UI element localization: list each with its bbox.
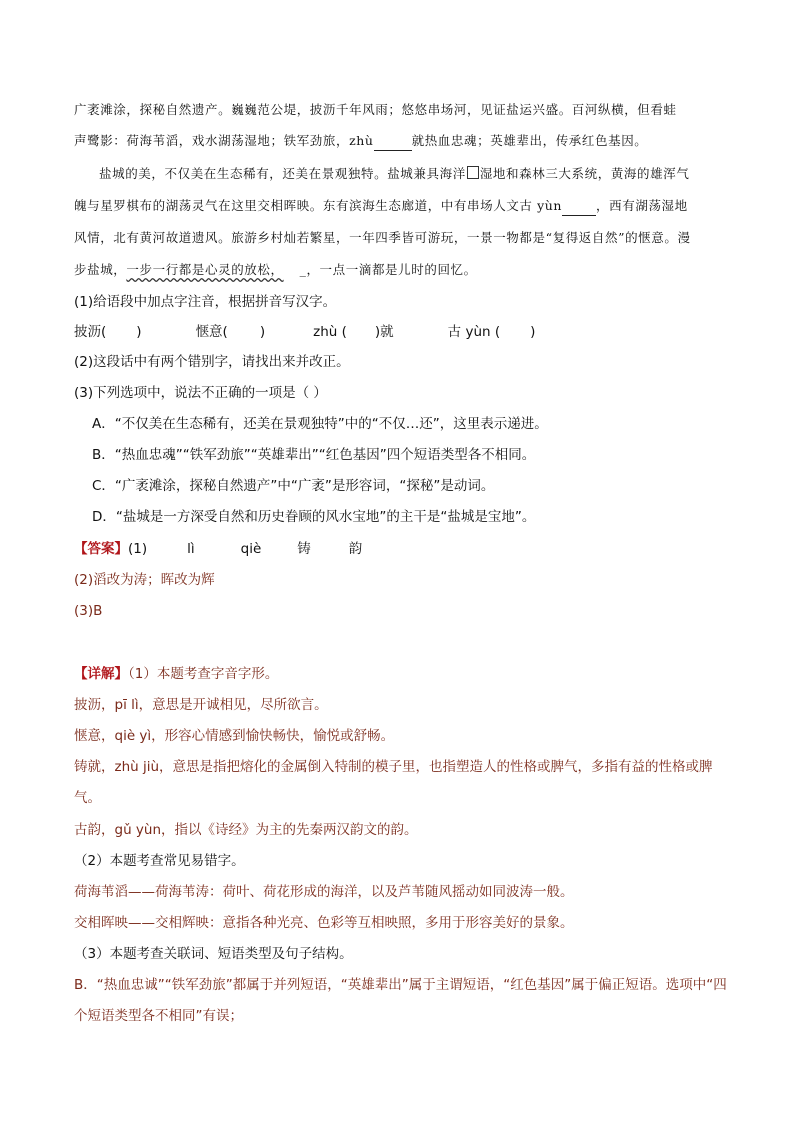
- passage-text: 广袤滩涂，探秘自然遗产。巍巍范公堤，披沥千年风雨；悠悠串场河，见证盐运兴盛。百河纵横，但看蛙: [74, 102, 677, 117]
- q1-item-label: 古 yùn (: [447, 324, 501, 340]
- q1-item-label: 惬意(: [195, 324, 228, 340]
- q1-item-close: ): [136, 324, 142, 340]
- question-text: (1)给语段中加点字注音，根据拼音写汉字。: [74, 294, 337, 310]
- option-b: [92, 445, 535, 465]
- passage-line-6: [74, 260, 477, 280]
- detail-head-3: [74, 944, 353, 964]
- q1-item-label: zhù (: [313, 324, 347, 340]
- passage-text: _，一点一滴都是儿时的回忆。: [299, 262, 477, 277]
- detail-text: 荷海苇滔——荷海苇涛：荷叶、荷花形成的海洋，以及芦苇随风摇动如同波涛一般。: [74, 884, 574, 900]
- option-text: C．“广袤滩涂，探秘自然遗产”中“广袤”是形容词，“探秘”是动词。: [92, 478, 495, 494]
- detail-text: 气。: [74, 790, 101, 806]
- q1-item-close: )就: [374, 324, 394, 340]
- answer-item: qiè: [240, 541, 262, 557]
- detail-line: [74, 882, 574, 902]
- passage-text: 风情，北有黄河故道遗风。旅游乡村灿若繁星，一年四季皆可游玩，一景一物都是“复得返自然”的惬意。漫: [74, 230, 691, 245]
- detail-text: （3）本题考查关联词、短语类型及句子结构。: [74, 946, 353, 962]
- question-1: [74, 292, 336, 312]
- detail-line: [74, 788, 101, 808]
- question-3: [74, 383, 327, 403]
- passage-line-2: [74, 131, 647, 151]
- detail-text: 惬意，qiè yì，形容心情感到愉快畅快，愉悦或舒畅。: [74, 728, 395, 744]
- answer-prefix: (1): [128, 541, 148, 557]
- question-text: (2)这段话中有两个错别字，请找出来并改正。: [74, 354, 350, 370]
- detail-text: 交相晖映——交相辉映：意指各种光亮、色彩等互相映照，多用于形容美好的景象。: [74, 915, 574, 931]
- answer-line-1: [74, 539, 362, 559]
- option-a: [92, 414, 548, 434]
- passage-line-4: [74, 196, 688, 216]
- detail-text: 个短语类型各不相同”有误；: [74, 1008, 243, 1024]
- detail-text: 铸就，zhù jiù，意思是指把熔化的金属倒入特制的模子里，也指塑造人的性格或脾气，多指有益的性格或脾: [74, 759, 713, 775]
- answer-item: 铸: [297, 541, 311, 557]
- detail-line: [74, 820, 418, 840]
- option-text: A．“不仅美在生态稀有，还美在景观独特”中的“不仅…还”，这里表示递进。: [92, 416, 548, 432]
- passage-text: 就热血忠魂；英雄辈出，传承红色基因。: [411, 133, 648, 148]
- q1-item-close: ): [259, 324, 266, 340]
- detail-line: [74, 695, 328, 715]
- detail-line: [74, 726, 394, 746]
- option-d: [92, 507, 535, 527]
- detail-line: [74, 975, 727, 995]
- passage-line-3: [99, 164, 689, 184]
- option-text: B．“热血忠魂”“铁军劲旅”“英雄辈出”“红色基因”四个短语类型各不相同。: [92, 447, 536, 463]
- detail-text: （2）本题考查常见易错字。: [74, 853, 245, 869]
- answer-label: 【答案】: [74, 541, 128, 557]
- detail-text: （1）本题考查字音字形。: [128, 666, 279, 682]
- fill-blank: [374, 136, 412, 151]
- passage-text: 盐城的美，不仅美在生态稀有，还美在景观独特。盐城兼具海洋: [99, 166, 466, 181]
- detail-text: 古韵，gǔ yùn，指以《诗经》为主的先秦两汉韵文的韵。: [74, 822, 418, 838]
- question-1-items: [74, 322, 535, 342]
- detail-text: B．“热血忠诚”“铁军劲旅”都属于并列短语，“英雄辈出”属于主谓短语，“红色基因”属于偏正短语。选项中“四: [74, 977, 727, 993]
- answer-line-2: [74, 570, 215, 590]
- question-text: (3)下列选项中，说法不正确的一项是（ ）: [74, 385, 327, 401]
- underlined-sentence: 一步一行都是心灵的放松，: [126, 262, 284, 277]
- passage-line-5: [74, 228, 691, 248]
- passage-text: 湿地和森林三大系统，黄海的雄浑气: [479, 166, 690, 181]
- detail-line: [74, 913, 574, 933]
- passage-text: 步盐城，: [74, 262, 127, 277]
- detail-line: [74, 1006, 243, 1026]
- question-2: [74, 352, 350, 372]
- passage-text: ，西有湖荡湿地: [596, 198, 688, 213]
- detail-label: 【详解】: [74, 666, 128, 682]
- detail-head-1: [74, 664, 278, 684]
- detail-line: [74, 757, 713, 777]
- answer-item: lì: [187, 541, 195, 557]
- option-text: D．“盐城是一方深受自然和历史眷顾的风水宝地”的主干是“盐城是宝地”。: [92, 509, 536, 525]
- passage-text: 魄与星罗棋布的湖荡灵气在这里交相晖映。东有滨海生态廊道，中有串场人文古 yùn: [74, 198, 563, 213]
- fill-blank: [562, 201, 596, 216]
- passage-text: 声鹭影：荷海苇滔，戏水湖荡湿地；铁军劲旅，zhù: [74, 133, 374, 148]
- answer-line-3: [74, 601, 102, 621]
- passage-line-1: [74, 100, 677, 120]
- answer-text: (3)B: [74, 603, 103, 619]
- detail-head-2: [74, 851, 245, 871]
- blank-box: [467, 166, 479, 179]
- answer-text: (2)滔改为涛；晖改为辉: [74, 572, 215, 588]
- q1-item-label: 披沥(: [74, 324, 107, 340]
- answer-item: 韵: [348, 541, 363, 557]
- option-c: [92, 476, 494, 496]
- q1-item-close: ): [530, 324, 536, 340]
- detail-text: 披沥，pī lì，意思是开诚相见，尽所欲言。: [74, 697, 328, 713]
